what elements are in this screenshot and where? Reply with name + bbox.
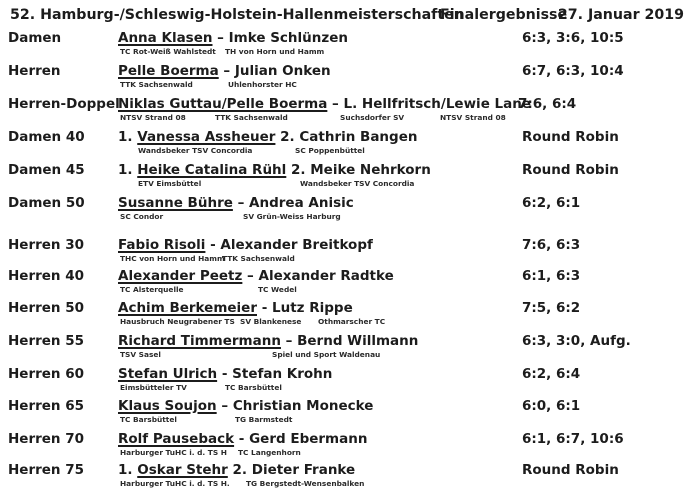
match-score: 6:2, 6:1 bbox=[522, 195, 581, 211]
player1-prefix: 1. bbox=[118, 129, 138, 145]
winner-club: TTK Sachsenwald bbox=[120, 80, 193, 89]
winner-club: ETV Eimsbüttel bbox=[138, 179, 202, 188]
winner-club-second: SV Blankenese bbox=[240, 317, 302, 326]
match-players bbox=[118, 268, 394, 284]
separator: - bbox=[217, 366, 233, 382]
document-subtitle: Finalergebnisse bbox=[440, 7, 568, 23]
runner-up-name: Alexander Radtke bbox=[258, 268, 394, 284]
result-row bbox=[0, 96, 700, 126]
runner-up-name: Julian Onken bbox=[234, 63, 331, 79]
runner-up-name: Christian Monecke bbox=[232, 398, 374, 414]
result-row bbox=[0, 431, 700, 461]
separator: - bbox=[257, 300, 273, 316]
result-row bbox=[0, 300, 700, 330]
winner-name: Stefan Ulrich bbox=[118, 366, 218, 382]
player2-prefix: 2. bbox=[291, 162, 311, 178]
winner-club: Harburger TuHC i. d. TS H bbox=[120, 448, 227, 457]
match-score: 6:1, 6:7, 10:6 bbox=[522, 431, 624, 447]
category-label: Damen 45 bbox=[8, 162, 85, 178]
category-label: Herren 60 bbox=[8, 366, 85, 382]
runner-up-club: TC Langenhorn bbox=[238, 448, 301, 457]
separator: – bbox=[280, 333, 298, 349]
category-label: Herren 30 bbox=[8, 237, 85, 253]
result-row bbox=[0, 398, 700, 428]
winner-club: NTSV Strand 08 bbox=[120, 113, 186, 122]
result-row bbox=[0, 333, 700, 363]
winner-name: Oskar Stehr bbox=[137, 462, 228, 478]
category-label: Herren bbox=[8, 63, 61, 79]
runner-up-name: Alexander Breitkopf bbox=[220, 237, 373, 253]
match-players bbox=[118, 63, 331, 79]
match-score: Round Robin bbox=[522, 162, 619, 178]
runner-up-name: Imke Schlünzen bbox=[228, 30, 349, 46]
match-players bbox=[118, 431, 367, 447]
winner-name: Klaus Soujon bbox=[118, 398, 217, 414]
separator: – bbox=[218, 63, 235, 79]
winner-name: Fabio Risoli bbox=[118, 237, 206, 253]
match-players bbox=[118, 129, 417, 145]
result-row bbox=[0, 30, 700, 60]
winner-club: Eimsbütteler TV bbox=[120, 383, 187, 392]
winner-name: Heike Catalina Rühl bbox=[137, 162, 287, 178]
document-date: 27. Januar 2019 bbox=[557, 7, 684, 23]
category-label: Damen 40 bbox=[8, 129, 85, 145]
runner-up-name: Lutz Rippe bbox=[272, 300, 353, 316]
runner-up-club: Othmarscher TC bbox=[318, 317, 386, 326]
result-row bbox=[0, 129, 700, 159]
match-players bbox=[118, 366, 332, 382]
winner-club: TC Rot-Weiß Wahlstedt bbox=[120, 47, 216, 56]
result-row bbox=[0, 366, 700, 396]
runner-up-name: Dieter Franke bbox=[251, 462, 356, 478]
category-label: Herren 75 bbox=[8, 462, 85, 478]
winner-club: TC Alsterquelle bbox=[120, 285, 184, 294]
winner-partner-club: TTK Sachsenwald bbox=[215, 113, 288, 122]
match-players bbox=[118, 195, 354, 211]
match-players bbox=[118, 300, 353, 316]
runner-up-club: Suchsdorfer SV bbox=[340, 113, 405, 122]
match-players bbox=[118, 162, 431, 178]
match-players bbox=[118, 30, 348, 46]
separator: – bbox=[216, 398, 233, 414]
runner-up-name: Meike Nehrkorn bbox=[310, 162, 431, 178]
match-score: 6:7, 6:3, 10:4 bbox=[522, 63, 624, 79]
runner-up-partner-club: NTSV Strand 08 bbox=[440, 113, 506, 122]
runner-up-club: Spiel und Sport Waldenau bbox=[272, 350, 381, 359]
runner-up-club: Uhlenhorster HC bbox=[228, 80, 297, 89]
winner-club: Harburger TuHC i. d. TS H. bbox=[120, 479, 230, 488]
separator: – bbox=[232, 195, 250, 211]
category-label: Herren 50 bbox=[8, 300, 85, 316]
match-players bbox=[118, 96, 531, 112]
winner-club: TSV Sasel bbox=[120, 350, 161, 359]
match-score: 6:3, 3:0, Aufg. bbox=[522, 333, 631, 349]
winner-name: Richard Timmermann bbox=[118, 333, 281, 349]
match-score: 6:2, 6:4 bbox=[522, 366, 581, 382]
winner-name: Susanne Bühre bbox=[118, 195, 233, 211]
runner-up-name: Cathrin Bangen bbox=[299, 129, 418, 145]
winner-club: TC Barsbüttel bbox=[120, 415, 177, 424]
player2-prefix: 2. bbox=[280, 129, 300, 145]
runner-up-club: TH von Horn und Hamm bbox=[225, 47, 325, 56]
match-players bbox=[118, 398, 373, 414]
result-row bbox=[0, 195, 700, 225]
separator: - bbox=[234, 431, 250, 447]
separator: – bbox=[242, 268, 259, 284]
result-row bbox=[0, 268, 700, 298]
runner-up-club: SV Grün-Weiss Harburg bbox=[243, 212, 341, 221]
winner-club: Hausbruch Neugrabener TS bbox=[120, 317, 235, 326]
winner-name: Rolf Pauseback bbox=[118, 431, 235, 447]
separator: – bbox=[212, 30, 229, 46]
winner-name: Anna Klasen bbox=[118, 30, 213, 46]
runner-up-club: Wandsbeker TSV Concordia bbox=[300, 179, 415, 188]
match-score: Round Robin bbox=[522, 129, 619, 145]
match-players bbox=[118, 237, 373, 253]
match-score: 7:6, 6:4 bbox=[518, 96, 577, 112]
runner-up-club: TC Barsbüttel bbox=[225, 383, 282, 392]
runner-up-club: TC Wedel bbox=[258, 285, 297, 294]
document-header bbox=[10, 7, 690, 29]
match-score: 7:5, 6:2 bbox=[522, 300, 581, 316]
runner-up-name: Gerd Ebermann bbox=[249, 431, 368, 447]
category-label: Herren 55 bbox=[8, 333, 85, 349]
runner-up-name: Bernd Willmann bbox=[297, 333, 419, 349]
winner-name: Pelle Boerma bbox=[118, 63, 219, 79]
separator: – bbox=[327, 96, 344, 112]
runner-up-club: TG Barmstedt bbox=[235, 415, 293, 424]
match-players bbox=[118, 333, 418, 349]
category-label: Damen 50 bbox=[8, 195, 85, 211]
winner-club: Wandsbeker TSV Concordia bbox=[138, 146, 253, 155]
winner-name: Alexander Peetz bbox=[118, 268, 243, 284]
category-label: Damen bbox=[8, 30, 62, 46]
runner-up-club: TTK Sachsenwald bbox=[222, 254, 295, 263]
runner-up-club: TG Bergstedt-Wensenbalken bbox=[246, 479, 365, 488]
match-score: 6:3, 3:6, 10:5 bbox=[522, 30, 624, 46]
match-score: 6:1, 6:3 bbox=[522, 268, 581, 284]
runner-up-name: Stefan Krohn bbox=[232, 366, 333, 382]
player1-prefix: 1. bbox=[118, 162, 138, 178]
winner-name: Vanessa Assheuer bbox=[137, 129, 276, 145]
runner-up-name: L. Hellfritsch/Lewie Lane bbox=[343, 96, 532, 112]
runner-up-club: SC Poppenbüttel bbox=[295, 146, 365, 155]
winner-club: THC von Horn und Hamm bbox=[120, 254, 225, 263]
winner-name: Achim Berkemeier bbox=[118, 300, 257, 316]
document-title: 52. Hamburg-/Schleswig-Holstein-Hallenmeisterschaften bbox=[10, 7, 464, 23]
result-row bbox=[0, 237, 700, 267]
winner-club: SC Condor bbox=[120, 212, 164, 221]
match-score: 6:0, 6:1 bbox=[522, 398, 581, 414]
match-score: Round Robin bbox=[522, 462, 619, 478]
category-label: Herren-Doppel bbox=[8, 96, 120, 112]
match-score: 7:6, 6:3 bbox=[522, 237, 581, 253]
runner-up-name: Andrea Anisic bbox=[249, 195, 354, 211]
match-players bbox=[118, 462, 355, 478]
winner-name: Niklas Guttau/Pelle Boerma bbox=[118, 96, 328, 112]
result-row bbox=[0, 63, 700, 93]
player1-prefix: 1. bbox=[118, 462, 138, 478]
result-row bbox=[0, 162, 700, 192]
player2-prefix: 2. bbox=[232, 462, 252, 478]
category-label: Herren 70 bbox=[8, 431, 85, 447]
separator: - bbox=[205, 237, 221, 253]
category-label: Herren 40 bbox=[8, 268, 85, 284]
category-label: Herren 65 bbox=[8, 398, 85, 414]
